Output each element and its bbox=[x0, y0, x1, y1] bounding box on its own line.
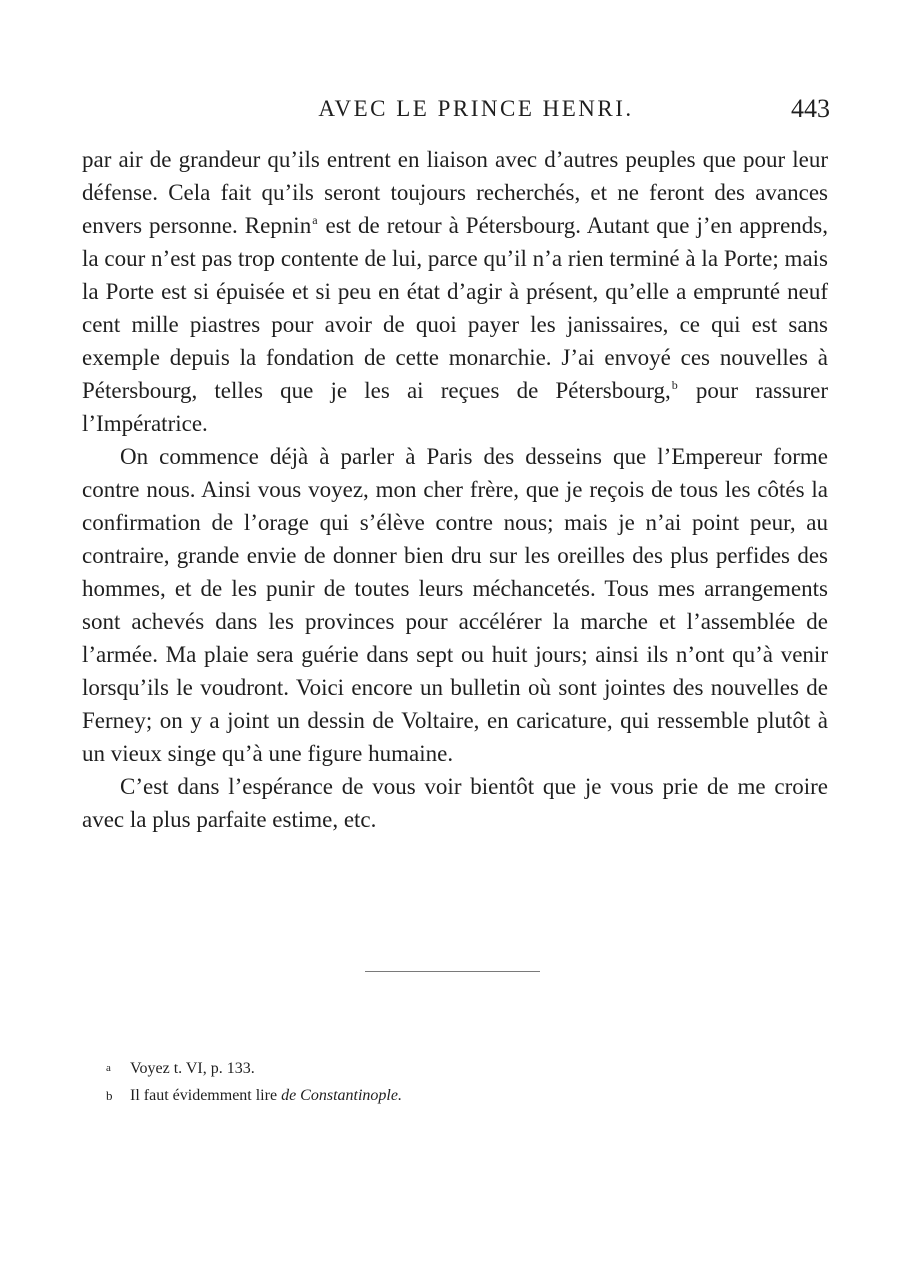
footnote-a-text: Voyez t. VI, p. 133. bbox=[130, 1060, 255, 1077]
section-separator bbox=[365, 971, 540, 972]
paragraph-2: On commence déjà à parler à Paris des desseins que l’Empereur forme contre nous. Ainsi vous voyez, mon cher frère, que je reçois de tous les côtés la confirmation de l’orage qui s’élève contre nous; mais je n’ai point peur, au contraire, grande envie de donner bien dru sur les oreilles des plus perfides des hommes, et de les punir de toutes leurs méchancetés. Tous mes arrangements sont achevés dans les provinces pour accélérer la marche et l’assemblée de l’armée. Ma plaie sera guérie dans sept ou huit jours; ainsi ils n’ont qu’à venir lorsqu’ils le voudront. Voici encore un bulletin où sont jointes des nouvelles de Ferney; on y a joint un dessin de Voltaire, en caricature, qui ressemble plutôt à un vieux singe qu’à une figure humaine. bbox=[82, 444, 828, 766]
paragraph-3: C’est dans l’espérance de vous voir bientôt que je vous prie de me croire avec la plus parfaite estime, etc. bbox=[82, 774, 828, 832]
footnote-b-text: Il faut évidemment lire bbox=[130, 1087, 282, 1104]
running-head bbox=[82, 94, 830, 130]
paragraph-1 bbox=[82, 143, 828, 440]
footnote-b-content bbox=[130, 1083, 402, 1109]
paragraph-1-part-3: pour rassurer l’Impératrice. bbox=[82, 378, 828, 436]
footnote-b bbox=[106, 1083, 806, 1109]
footnote-ref-a: a bbox=[312, 213, 318, 227]
footnote-a bbox=[106, 1056, 806, 1083]
footnote-ref-b: b bbox=[671, 378, 678, 392]
footnote-b-italic: de Constantinople. bbox=[281, 1087, 402, 1104]
footnote-a-mark: a bbox=[106, 1062, 111, 1074]
paragraph-1-part-1: par air de grandeur qu’ils entrent en liaison avec d’autres peuples que pour leur défense. Cela fait qu’ils seront toujours recherchés, et ne feront des avances envers personne. Repnin bbox=[82, 147, 828, 238]
running-title: AVEC LE PRINCE HENRI. bbox=[318, 96, 634, 121]
footnote-b-mark: b bbox=[106, 1088, 113, 1103]
footnotes bbox=[106, 1056, 806, 1109]
body-text bbox=[82, 143, 828, 836]
paragraph-1-part-2: est de retour à Pétersbourg. Autant que j’en apprends, la cour n’est pas trop contente de lui, parce qu’il n’a rien terminé à la Porte; mais la Porte est si épuisée et si peu en état d’agir à présent, qu’elle a emprunté neuf cent mille piastres pour avoir de quoi payer les janissaires, ce qui est sans exemple depuis la fondation de cette monarchie. J’ai envoyé ces nouvelles à Pétersbourg, telles que je les ai reçues de Pétersbourg, bbox=[82, 213, 828, 403]
page-number: 443 bbox=[791, 94, 830, 123]
